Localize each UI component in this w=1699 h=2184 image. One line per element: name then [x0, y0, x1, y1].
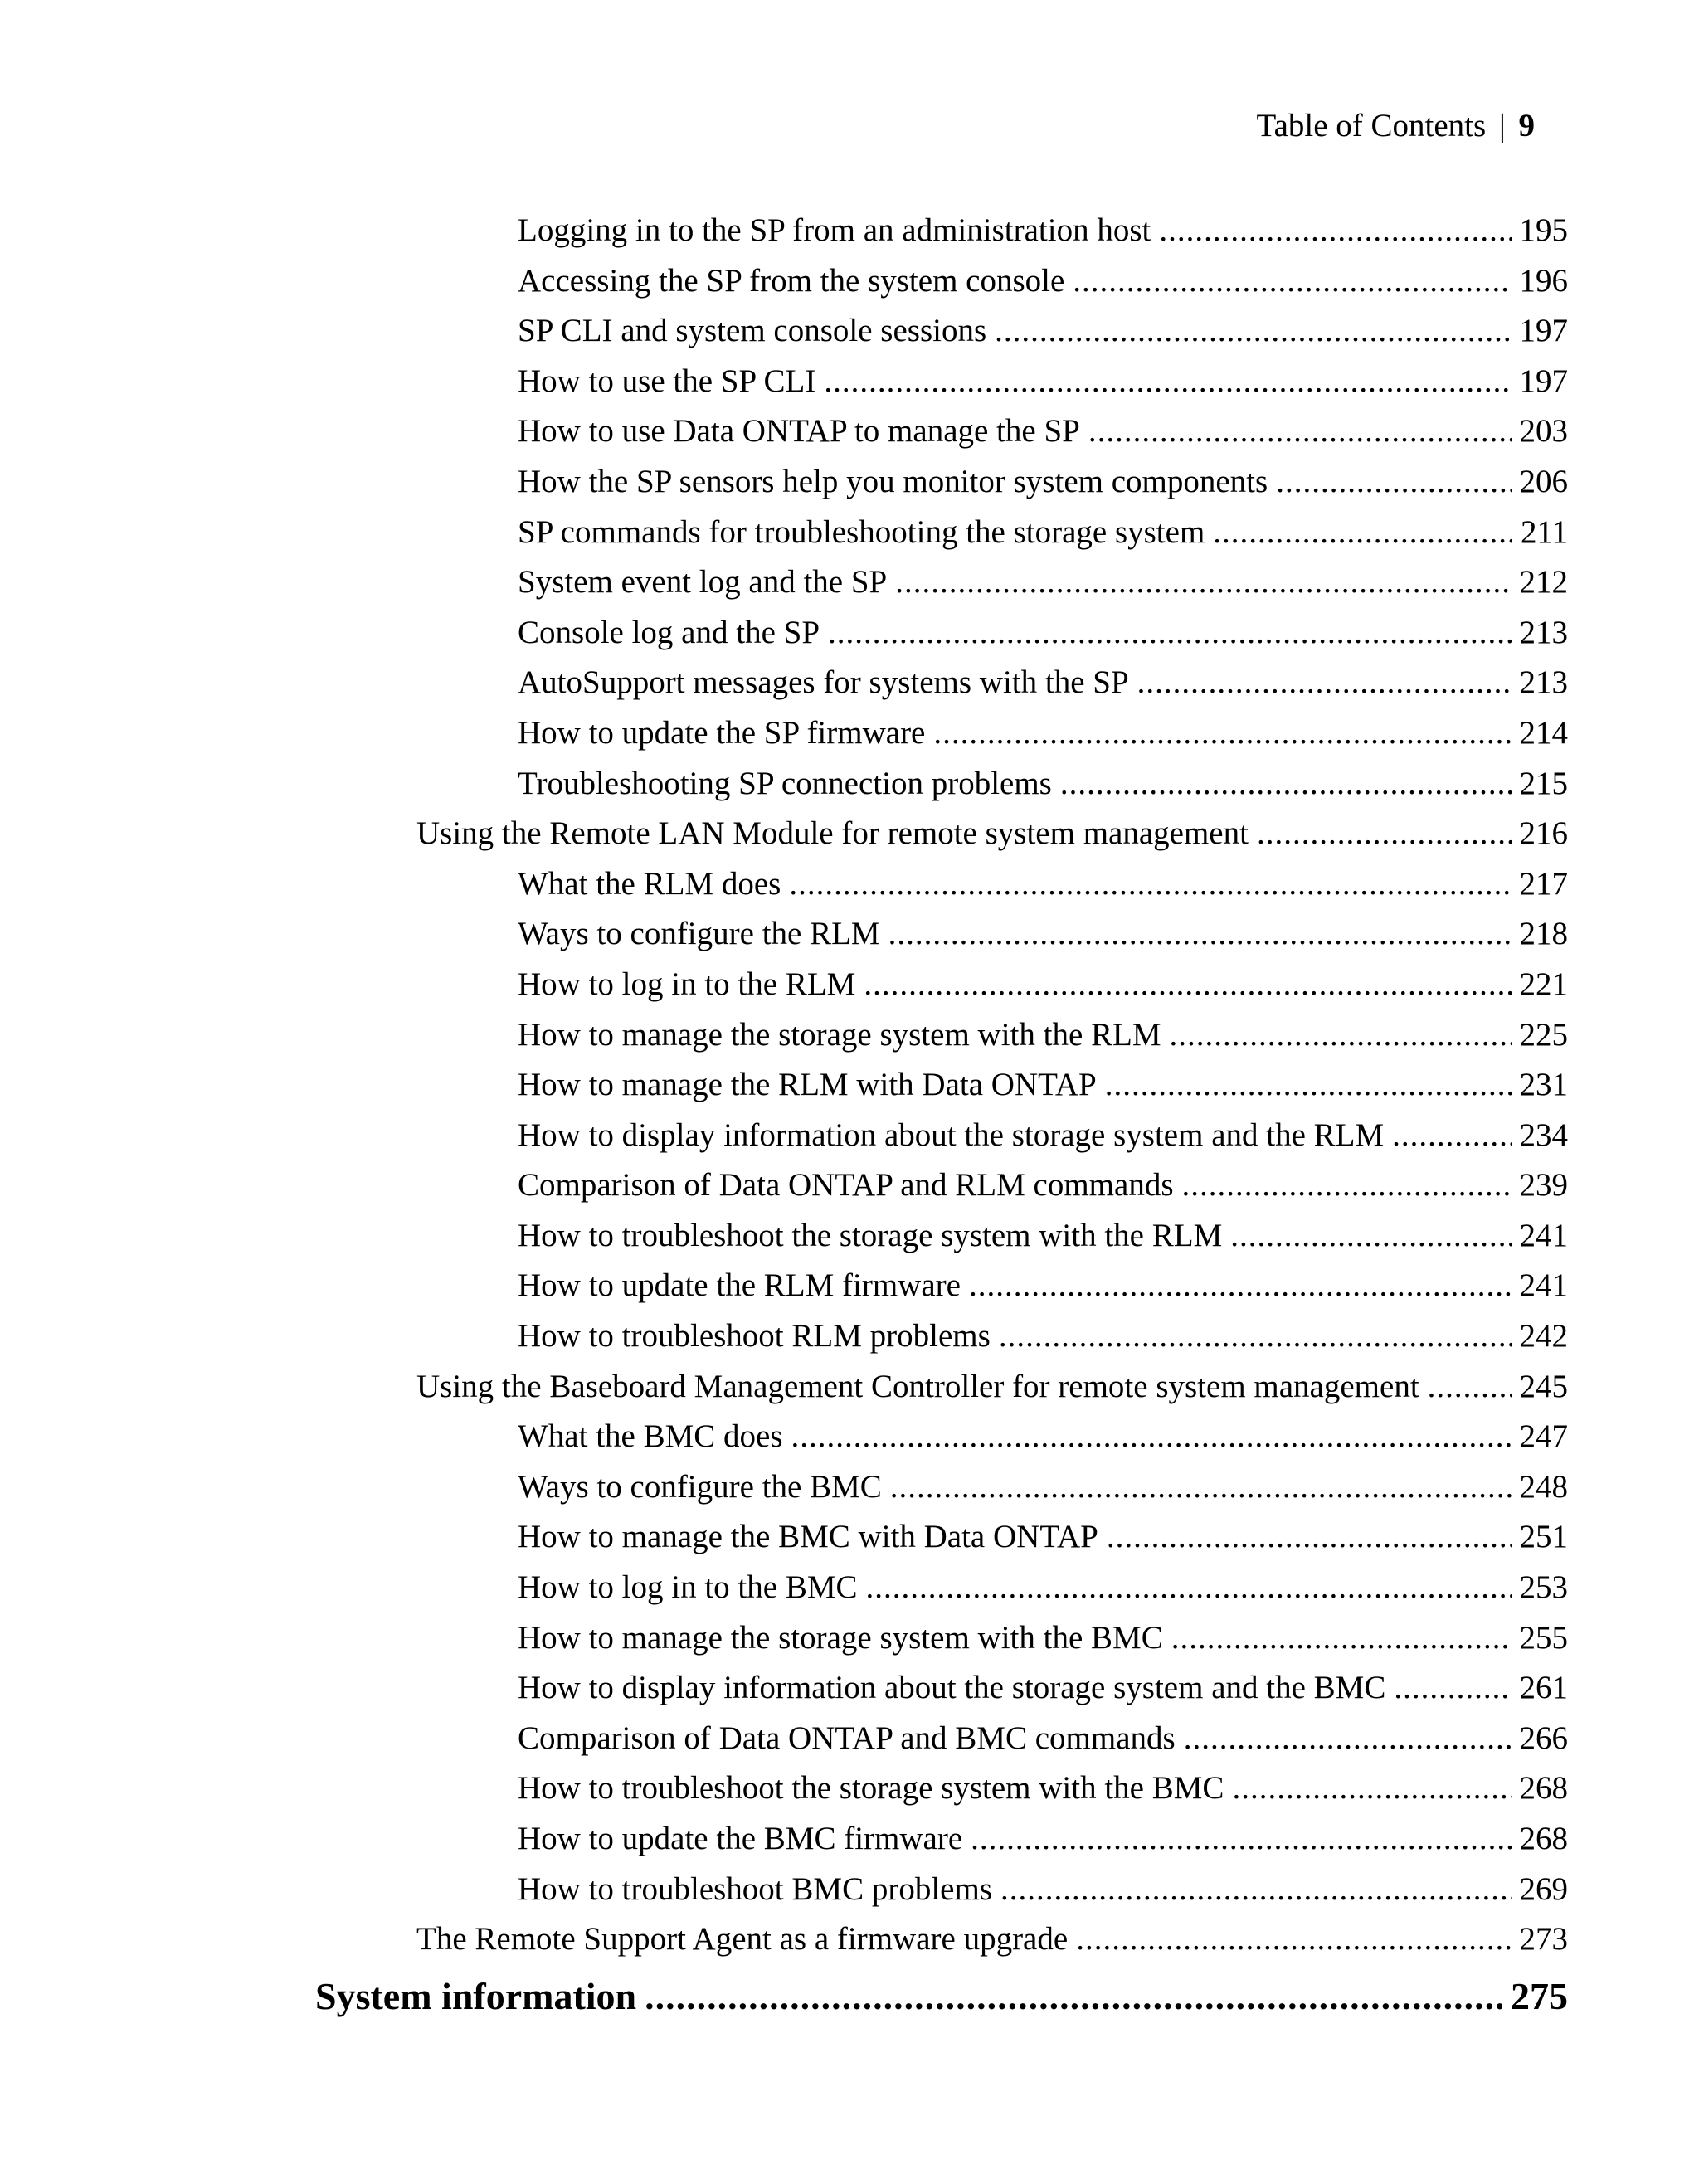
toc-entry-page-number: 217: [1519, 865, 1568, 902]
toc-entry[interactable]: [0, 1769, 1568, 1820]
toc-dot-leader: [971, 1820, 1511, 1857]
toc-entry-page-number: 214: [1519, 714, 1568, 751]
toc-entry[interactable]: [0, 815, 1568, 865]
toc-dot-leader: [645, 1974, 1502, 2018]
toc-entry-page-number: 213: [1519, 664, 1568, 701]
toc-entry[interactable]: [0, 412, 1568, 463]
toc-dot-leader: [1394, 1669, 1511, 1706]
toc-entry[interactable]: [0, 1217, 1568, 1267]
toc-dot-leader: [1060, 765, 1512, 802]
toc-entry[interactable]: [0, 1468, 1568, 1519]
toc-entry[interactable]: [0, 1518, 1568, 1569]
toc-entry[interactable]: [0, 1317, 1568, 1368]
toc-entry[interactable]: [0, 1418, 1568, 1468]
toc-dot-leader: [1182, 1166, 1512, 1204]
toc-entry-page-number: 212: [1519, 564, 1568, 601]
toc-entry-title: How to log in to the BMC: [518, 1569, 858, 1606]
toc-entry-page-number: 203: [1519, 413, 1568, 450]
toc-entry-page-number: 197: [1519, 362, 1568, 399]
toc-entry-page-number: 247: [1519, 1418, 1568, 1455]
toc-entry[interactable]: [0, 1669, 1568, 1719]
toc-entry-page-number: 234: [1519, 1116, 1568, 1153]
toc-dot-leader: [1257, 815, 1512, 852]
toc-dot-leader: [1232, 1769, 1511, 1807]
toc-dot-leader: [999, 1317, 1512, 1355]
toc-dot-leader: [1213, 513, 1512, 551]
toc-entry[interactable]: [0, 865, 1568, 916]
toc-entry-title: Accessing the SP from the system console: [518, 262, 1065, 299]
header-page-number: 9: [1518, 108, 1535, 143]
toc-entry-title: Ways to configure the RLM: [518, 916, 880, 952]
toc-dot-leader: [1105, 1066, 1512, 1103]
toc-entry[interactable]: [0, 1116, 1568, 1167]
toc-entry[interactable]: [0, 1267, 1568, 1317]
toc-dot-leader: [864, 966, 1511, 1003]
toc-dot-leader: [1159, 212, 1511, 249]
toc-entry[interactable]: [0, 463, 1568, 513]
toc-entry-page-number: 225: [1519, 1016, 1568, 1053]
toc-dot-leader: [1428, 1368, 1512, 1405]
toc-entry-title: SP commands for troubleshooting the storage system: [518, 513, 1205, 550]
toc-entry-page-number: 255: [1519, 1619, 1568, 1656]
table-of-contents: [0, 212, 1568, 2029]
toc-entry[interactable]: [0, 765, 1568, 815]
running-header: [1256, 101, 1535, 151]
toc-entry[interactable]: [0, 966, 1568, 1016]
toc-entry[interactable]: [0, 714, 1568, 765]
toc-entry-page-number: 245: [1519, 1368, 1568, 1404]
toc-dot-leader: [1184, 1719, 1512, 1757]
toc-entry-title: Comparison of Data ONTAP and RLM commands: [518, 1167, 1174, 1204]
toc-entry-title: The Remote Support Agent as a firmware upgrade: [416, 1921, 1069, 1958]
toc-entry-page-number: 269: [1519, 1870, 1568, 1907]
toc-entry-page-number: 253: [1519, 1569, 1568, 1606]
toc-dot-leader: [1392, 1116, 1511, 1154]
toc-entry-page-number: 216: [1519, 815, 1568, 852]
toc-entry[interactable]: [0, 563, 1568, 614]
toc-entry[interactable]: [0, 1569, 1568, 1619]
toc-entry-page-number: 231: [1519, 1067, 1568, 1103]
toc-entry-title: System event log and the SP: [518, 564, 888, 601]
toc-dot-leader: [1088, 412, 1512, 450]
toc-entry-title: How to manage the storage system with the BMC: [518, 1619, 1163, 1656]
toc-entry-title: Ways to configure the BMC: [518, 1468, 882, 1505]
toc-entry-page-number: 248: [1519, 1468, 1568, 1505]
toc-entry-title: How to update the SP firmware: [518, 714, 926, 751]
toc-dot-leader: [828, 614, 1511, 651]
toc-dot-leader: [866, 1569, 1512, 1606]
toc-entry[interactable]: [0, 1920, 1568, 1971]
toc-dot-leader: [995, 312, 1511, 349]
toc-dot-leader: [1137, 664, 1512, 701]
toc-entry-title: How to manage the BMC with Data ONTAP: [518, 1519, 1098, 1555]
toc-entry-page-number: 221: [1519, 966, 1568, 1002]
toc-dot-leader: [1171, 1619, 1512, 1656]
toc-dot-leader: [1076, 1920, 1511, 1958]
toc-entry-page-number: 268: [1519, 1821, 1568, 1856]
toc-dot-leader: [791, 1418, 1512, 1455]
toc-entry-title: How to manage the storage system with the RLM: [518, 1016, 1161, 1053]
toc-entry-page-number: 241: [1519, 1267, 1568, 1304]
toc-entry-page-number: 197: [1519, 313, 1568, 349]
toc-entry-title: Using the Remote LAN Module for remote system management: [416, 815, 1249, 852]
toc-entry[interactable]: [0, 362, 1568, 413]
toc-entry[interactable]: [0, 312, 1568, 362]
toc-dot-leader: [1000, 1870, 1512, 1908]
toc-entry-page-number: 241: [1519, 1217, 1568, 1253]
toc-entry[interactable]: [0, 1820, 1568, 1870]
toc-entry-title: AutoSupport messages for systems with the SP: [518, 664, 1129, 701]
toc-entry-title: How to update the RLM firmware: [518, 1267, 961, 1304]
toc-entry-page-number: 266: [1519, 1719, 1568, 1756]
toc-entry-title: How to display information about the storage system and the BMC: [518, 1670, 1386, 1706]
toc-dot-leader: [1170, 1016, 1512, 1053]
toc-dot-leader: [933, 714, 1511, 752]
toc-dot-leader: [1107, 1518, 1512, 1555]
toc-dot-leader: [890, 1468, 1512, 1505]
header-separator: |: [1498, 108, 1506, 143]
toc-entry-title: How to display information about the storage system and the RLM: [518, 1116, 1385, 1153]
toc-entry-page-number: 195: [1519, 212, 1568, 248]
toc-entry-title: Comparison of Data ONTAP and BMC commands: [518, 1719, 1176, 1756]
toc-entry-page-number: 213: [1519, 614, 1568, 650]
toc-entry-title: Using the Baseboard Management Controller for remote system management: [416, 1368, 1419, 1404]
toc-entry-title: How to troubleshoot RLM problems: [518, 1318, 991, 1355]
header-section-title: Table of Contents: [1256, 108, 1487, 143]
toc-entry-title: How to update the BMC firmware: [518, 1821, 963, 1856]
toc-entry[interactable]: [0, 1619, 1568, 1670]
toc-entry-page-number: 242: [1519, 1318, 1568, 1355]
toc-entry-page-number: 239: [1519, 1167, 1568, 1204]
toc-entry-title: Console log and the SP: [518, 614, 820, 650]
toc-entry-page-number: 261: [1519, 1670, 1568, 1706]
toc-entry[interactable]: [0, 1719, 1568, 1770]
toc-entry[interactable]: [0, 1870, 1568, 1921]
toc-entry-title: How to troubleshoot BMC problems: [518, 1870, 992, 1907]
toc-dot-leader: [789, 865, 1511, 902]
toc-entry-page-number: 251: [1519, 1519, 1568, 1555]
toc-entry[interactable]: [0, 1166, 1568, 1217]
toc-entry-page-number: 268: [1519, 1770, 1568, 1807]
toc-dot-leader: [824, 362, 1511, 400]
toc-entry-page-number: 196: [1519, 262, 1568, 299]
toc-entry[interactable]: [0, 915, 1568, 966]
toc-entry-page-number: 218: [1519, 916, 1568, 952]
toc-entry-page-number: 211: [1520, 513, 1568, 550]
toc-dot-leader: [1276, 463, 1511, 500]
toc-entry-page-number: 206: [1519, 463, 1568, 499]
toc-entry-title: Troubleshooting SP connection problems: [518, 765, 1052, 801]
toc-entry-title: How to use the SP CLI: [518, 362, 816, 399]
toc-dot-leader: [1230, 1217, 1511, 1254]
toc-entry-title: How the SP sensors help you monitor system components: [518, 463, 1268, 499]
toc-dot-leader: [888, 915, 1512, 952]
toc-entry-title: Logging in to the SP from an administration host: [518, 212, 1151, 248]
toc-entry[interactable]: [0, 513, 1568, 564]
toc-entry-title: How to manage the RLM with Data ONTAP: [518, 1067, 1097, 1103]
toc-entry-title: What the RLM does: [518, 865, 781, 902]
toc-entry[interactable]: [0, 664, 1568, 714]
toc-entry-page-number: 215: [1519, 765, 1568, 801]
toc-entry-title: How to log in to the RLM: [518, 966, 856, 1002]
toc-entry[interactable]: [0, 1974, 1568, 2029]
toc-entry[interactable]: [0, 262, 1568, 313]
toc-entry-title: What the BMC does: [518, 1418, 783, 1455]
toc-entry-page-number: 275: [1511, 1974, 1568, 2017]
toc-entry-title: How to troubleshoot the storage system with the RLM: [518, 1217, 1223, 1253]
toc-dot-leader: [895, 563, 1511, 601]
toc-dot-leader: [1073, 262, 1511, 299]
toc-dot-leader: [969, 1267, 1512, 1304]
toc-entry-title: System information: [315, 1974, 637, 2017]
toc-entry-title: How to troubleshoot the storage system with the BMC: [518, 1770, 1224, 1807]
toc-entry[interactable]: [0, 1066, 1568, 1116]
toc-entry-title: SP CLI and system console sessions: [518, 313, 987, 349]
toc-entry-title: How to use Data ONTAP to manage the SP: [518, 413, 1080, 450]
toc-entry[interactable]: [0, 212, 1568, 262]
toc-entry-page-number: 273: [1519, 1921, 1568, 1958]
toc-entry[interactable]: [0, 614, 1568, 664]
toc-entry[interactable]: [0, 1368, 1568, 1418]
toc-entry[interactable]: [0, 1016, 1568, 1067]
